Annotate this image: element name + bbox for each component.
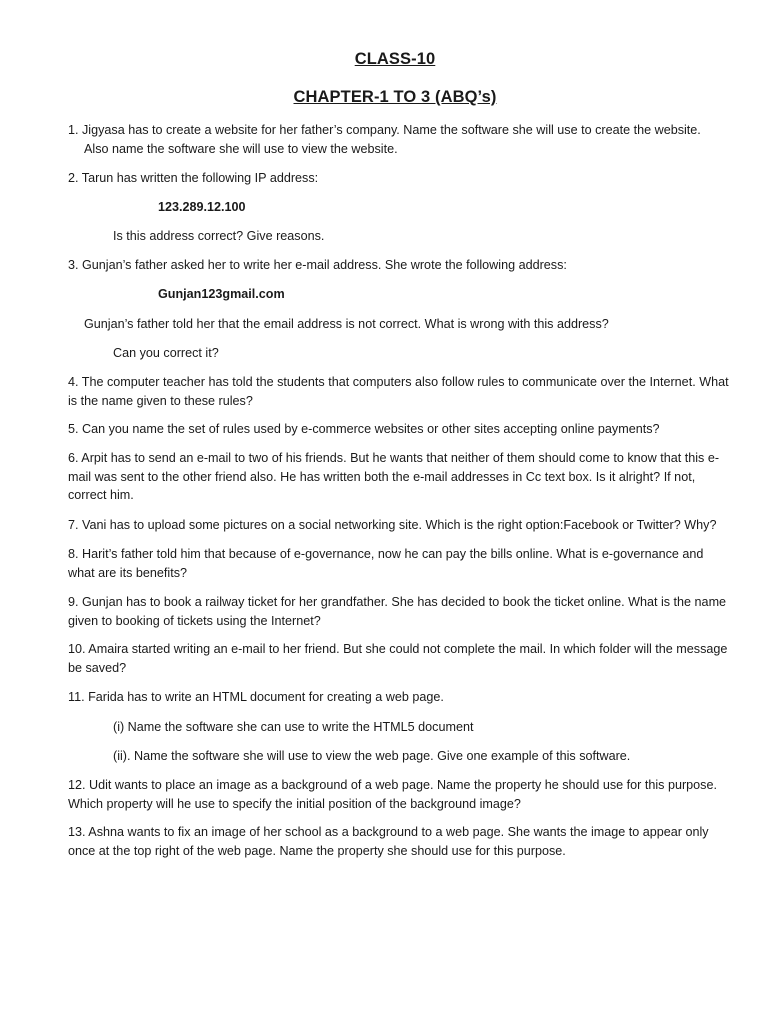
ip-address: 123.289.12.100 bbox=[158, 200, 246, 214]
question-8: 8. Harit’s father told him that because of e-governance, now he can pay the bills online. What is e-governance and what are its benefits? bbox=[68, 547, 704, 580]
class-title: CLASS-10 bbox=[354, 50, 436, 68]
question-5: 5. Can you name the set of rules used by e-commerce websites or other sites accepting online payments? bbox=[68, 422, 660, 436]
question-7: 7. Vani has to upload some pictures on a social networking site. Which is the right option:Facebook or Twitter? Why? bbox=[68, 518, 717, 532]
question-3-ask: Gunjan’s father told her that the email address is not correct. What is wrong with this address? bbox=[84, 317, 609, 331]
question-13: 13. Ashna wants to fix an image of her school as a background to a web page. She wants the image to appear only once at the top right of the web page. Name the property she should use for this purpose. bbox=[68, 825, 709, 858]
question-2: 2. Tarun has written the following IP address: bbox=[68, 171, 319, 185]
question-11-part-i: (i) Name the software she can use to write the HTML5 document bbox=[113, 720, 474, 734]
question-9: 9. Gunjan has to book a railway ticket for her grandfather. She has decided to book the ticket online. What is the name given to booking of tickets using the Internet? bbox=[68, 595, 727, 628]
question-2-ask: Is this address correct? Give reasons. bbox=[113, 229, 325, 243]
question-3: 3. Gunjan’s father asked her to write her e-mail address. She wrote the following address: bbox=[68, 258, 567, 272]
question-3-ask-2: Can you correct it? bbox=[113, 346, 219, 360]
email-address: Gunjan123gmail.com bbox=[158, 287, 285, 301]
chapter-title: CHAPTER-1 TO 3 (ABQ’s) bbox=[293, 88, 497, 106]
question-1: 1. Jigyasa has to create a website for her father’s company. Name the software she will use to create the website. bbox=[68, 123, 701, 137]
question-1-continuation: Also name the software she will use to view the website. bbox=[84, 142, 398, 156]
question-11: 11. Farida has to write an HTML document for creating a web page. bbox=[68, 690, 444, 704]
question-11-part-ii: (ii). Name the software she will use to view the web page. Give one example of this software. bbox=[113, 749, 631, 763]
question-6: 6. Arpit has to send an e-mail to two of his friends. But he wants that neither of them should come to know that this e-mail was sent to the other friend also. He has written both the e-mail addresses in Cc text box. Is it alright? If not, correct him. bbox=[68, 451, 720, 502]
question-12: 12. Udit wants to place an image as a background of a web page. Name the property he should use for this purpose. Which property will he use to specify the initial position of the background image? bbox=[68, 778, 717, 811]
question-10: 10. Amaira started writing an e-mail to her friend. But she could not complete the mail. In which folder will the message be saved? bbox=[68, 642, 728, 675]
question-4: 4. The computer teacher has told the students that computers also follow rules to communicate over the Internet. What is the name given to these rules? bbox=[68, 375, 729, 408]
